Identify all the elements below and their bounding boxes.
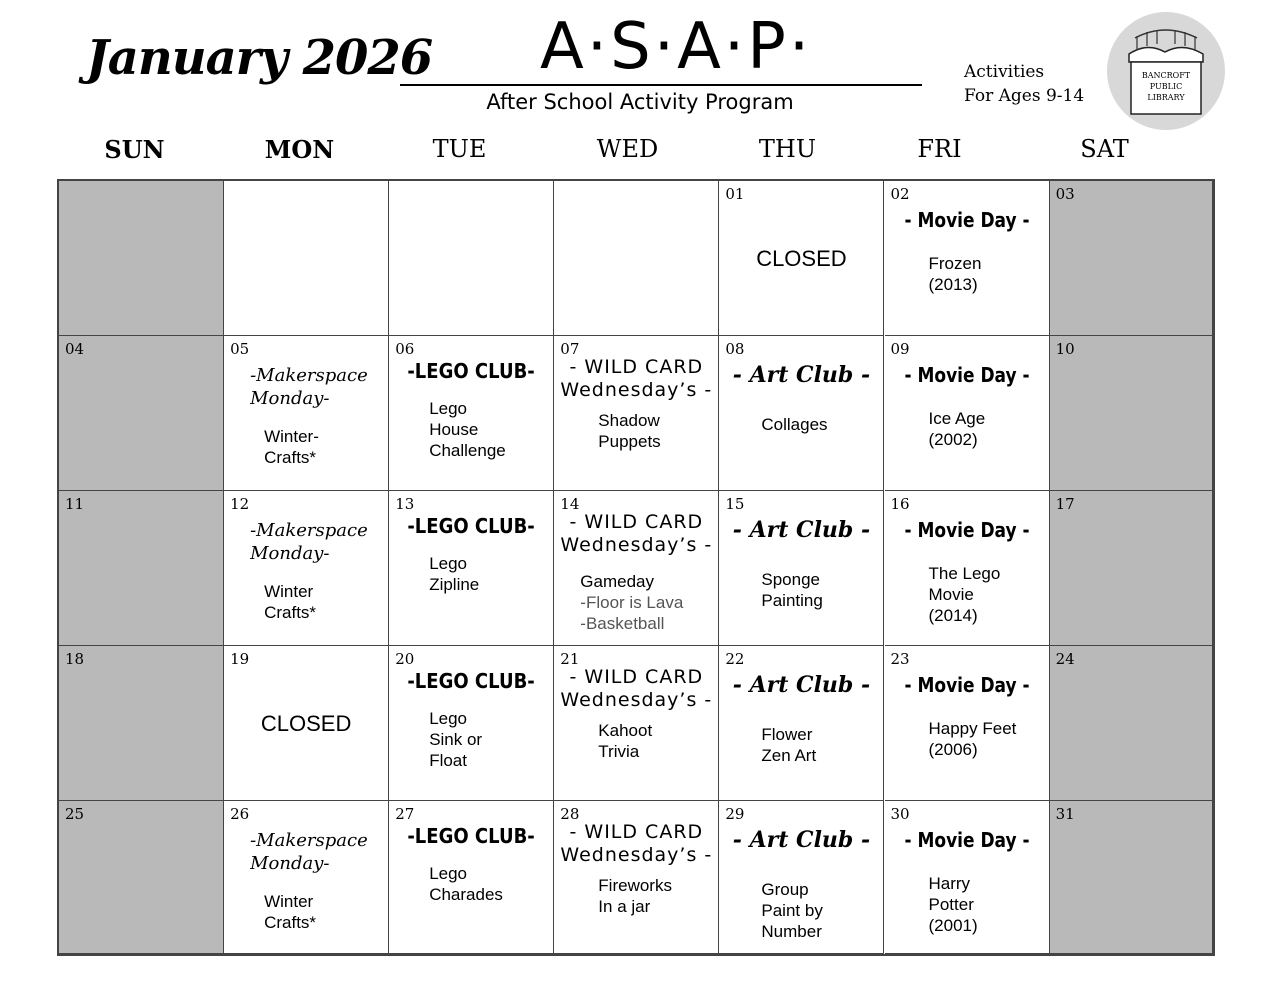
day-cell: [719, 181, 884, 336]
day-cell: [719, 801, 884, 954]
description-line: Flower: [761, 725, 813, 745]
event-title: -Makerspace Monday-: [250, 520, 368, 565]
day-number: 13: [395, 495, 415, 514]
day-cell: [1050, 491, 1213, 646]
day-cell: [885, 181, 1050, 336]
event-description: [580, 571, 683, 634]
event-description: [429, 553, 479, 595]
day-number: 15: [725, 495, 745, 514]
event-title: - Art Club -: [732, 362, 871, 389]
day-number: 01: [725, 185, 745, 203]
ages-label: For Ages 9-14: [964, 86, 1085, 106]
day-cell: [554, 336, 719, 491]
event-title: - Art Club -: [732, 672, 871, 699]
description-line: In a jar: [598, 897, 651, 917]
day-cell: [554, 801, 719, 954]
description-line: (2002): [928, 430, 978, 450]
event-title: - WILD CARD Wednesday’s -: [560, 356, 713, 402]
description-line: Shadow: [598, 411, 660, 431]
event-description: [929, 873, 978, 936]
day-number: 29: [725, 805, 745, 824]
day-number: 24: [1055, 650, 1075, 669]
day-number: 27: [395, 805, 415, 824]
event-description: [929, 563, 1001, 626]
description-line: Puppets: [598, 432, 661, 452]
month-title: January 2026: [86, 30, 433, 86]
event-title: -LEGO CLUB-: [407, 514, 535, 539]
day-cell: [59, 181, 224, 336]
description-line: Lego: [429, 399, 468, 419]
day-number: 06: [395, 340, 415, 359]
description-line: House: [429, 420, 479, 440]
day-cell: [885, 491, 1050, 646]
day-wed: WED: [596, 135, 659, 163]
description-line: Winter: [264, 582, 314, 602]
day-cell: [885, 646, 1050, 801]
description-line: Sponge: [761, 570, 821, 590]
day-cell: [59, 646, 224, 801]
description-line: Collages: [761, 415, 828, 435]
day-number: 30: [890, 805, 910, 824]
description-line: Zen Art: [761, 746, 817, 766]
event-title: - Movie Day -: [904, 208, 1030, 232]
description-line: Crafts*: [264, 448, 317, 468]
day-number: 09: [890, 340, 910, 359]
description-line: Winter: [264, 892, 314, 912]
event-title: - WILD CARD Wednesday’s -: [560, 821, 713, 867]
event-description: [761, 569, 822, 611]
day-number: 03: [1055, 185, 1075, 203]
event-description: [429, 863, 503, 905]
event-description: [929, 718, 1017, 760]
day-number: 25: [65, 805, 85, 824]
day-cell: [1050, 801, 1213, 954]
day-number: 21: [560, 650, 580, 669]
day-cell: [389, 646, 554, 801]
calendar-grid: [57, 179, 1215, 956]
day-number: 26: [230, 805, 250, 824]
logo-line-2: PUBLIC: [1149, 82, 1183, 91]
program-title: A·S·A·P·: [540, 10, 813, 84]
day-cell: [554, 491, 719, 646]
description-line: (2013): [928, 275, 978, 294]
day-cell: [389, 801, 554, 954]
event-description: [929, 408, 986, 450]
day-number: 02: [890, 185, 910, 203]
day-fri: FRI: [917, 135, 962, 163]
description-line: Lego: [429, 709, 468, 729]
sub-activity-line: -Floor is Lava: [580, 593, 684, 613]
day-cell: [389, 491, 554, 646]
event-description: [598, 410, 660, 452]
day-number: 16: [890, 495, 910, 514]
day-cell: [1050, 646, 1213, 801]
event-title: - WILD CARD Wednesday’s -: [560, 511, 713, 557]
description-line: Challenge: [429, 441, 506, 461]
day-number: 18: [65, 650, 85, 669]
weekday-header: [57, 135, 1215, 169]
event-description: [264, 426, 319, 468]
closed-label: CLOSED: [756, 246, 847, 271]
description-line: (2001): [928, 916, 978, 936]
day-number: 04: [65, 340, 85, 359]
day-number: 23: [890, 650, 910, 669]
description-line: Paint by: [761, 901, 823, 921]
day-number: 31: [1055, 805, 1075, 824]
day-number: 05: [230, 340, 250, 359]
book-icon: [1107, 12, 1225, 130]
day-cell: [224, 491, 389, 646]
description-line: Number: [761, 922, 822, 942]
description-line: (2006): [928, 740, 978, 760]
day-number: 10: [1055, 340, 1075, 359]
day-cell: [1050, 181, 1213, 336]
title-underline: [400, 84, 922, 86]
description-line: Charades: [429, 885, 503, 905]
description-line: Happy Feet: [928, 719, 1017, 739]
event-title: - Movie Day -: [904, 363, 1030, 388]
event-description: [761, 414, 827, 435]
day-cell: [224, 646, 389, 801]
day-cell: [885, 336, 1050, 491]
description-line: Potter: [928, 895, 974, 915]
library-logo: [1107, 12, 1225, 130]
event-description: [429, 708, 482, 771]
description-line: Crafts*: [264, 913, 317, 933]
description-line: (2014): [928, 606, 978, 626]
day-cell: [719, 491, 884, 646]
day-sat: SAT: [1080, 135, 1129, 163]
event-title: -Makerspace Monday-: [250, 830, 368, 875]
age-info: [964, 60, 1084, 108]
event-title: -LEGO CLUB-: [407, 669, 535, 694]
logo-line-1: BANCROFT: [1141, 71, 1191, 80]
day-sun: SUN: [104, 135, 165, 164]
day-number: 07: [560, 340, 580, 359]
event-description: [429, 398, 506, 461]
description-line: Lego: [429, 864, 468, 884]
description-line: Float: [429, 751, 467, 771]
closed-label: CLOSED: [260, 711, 352, 737]
description-line: Crafts*: [264, 603, 317, 623]
day-number: 22: [725, 650, 745, 669]
event-title: - Art Club -: [732, 517, 871, 544]
description-line: Trivia: [598, 742, 640, 762]
event-title: - Movie Day -: [904, 828, 1030, 853]
event-description: [761, 724, 816, 766]
description-line: Ice Age: [928, 409, 986, 429]
event-title: - Art Club -: [732, 827, 871, 854]
description-line: Sink or: [429, 730, 483, 750]
day-number: 14: [560, 495, 580, 514]
day-tue: TUE: [432, 135, 487, 163]
event-title: - Movie Day -: [904, 518, 1030, 543]
day-cell: [224, 336, 389, 491]
day-number: 11: [65, 495, 85, 514]
day-cell: [719, 646, 884, 801]
description-line: Frozen: [928, 254, 982, 273]
day-mon: MON: [264, 135, 335, 164]
day-cell: [389, 181, 554, 336]
program-subtitle: After School Activity Program: [486, 90, 794, 114]
description-line: Painting: [761, 591, 823, 611]
day-number: 19: [230, 650, 250, 669]
day-number: 20: [395, 650, 415, 669]
day-number: 17: [1055, 495, 1075, 514]
day-cell: [224, 801, 389, 954]
description-line: Harry: [928, 874, 971, 894]
event-description: [598, 875, 672, 917]
activities-label: Activities: [964, 62, 1045, 82]
day-number: 28: [560, 805, 580, 824]
day-cell: [59, 336, 224, 491]
day-cell: [224, 181, 389, 336]
day-thu: THU: [758, 135, 817, 163]
event-title: -LEGO CLUB-: [407, 824, 535, 849]
event-description: [761, 879, 822, 942]
day-cell: [719, 336, 884, 491]
description-line: Group: [761, 880, 809, 900]
description-line: Lego: [429, 554, 468, 574]
sub-activity-line: -Basketball: [580, 614, 665, 634]
description-line: Zipline: [429, 575, 480, 595]
event-description: [264, 891, 316, 933]
logo-line-3: LIBRARY: [1147, 93, 1185, 102]
description-line: The Lego: [928, 564, 1001, 584]
event-description: [264, 581, 316, 623]
day-cell: [59, 491, 224, 646]
description-line: Gameday: [580, 572, 654, 592]
event-description: [929, 253, 982, 295]
day-cell: [1050, 336, 1213, 491]
event-title: -Makerspace Monday-: [250, 365, 368, 410]
day-cell: [554, 646, 719, 801]
day-cell: [885, 801, 1050, 954]
description-line: Movie: [928, 585, 974, 605]
description-line: Kahoot: [598, 721, 653, 741]
description-line: Winter-: [264, 427, 319, 447]
event-title: -LEGO CLUB-: [407, 359, 535, 384]
description-line: Fireworks: [598, 876, 672, 896]
day-cell: [554, 181, 719, 336]
day-number: 08: [725, 340, 745, 359]
event-title: - Movie Day -: [904, 673, 1030, 698]
day-cell: [59, 801, 224, 954]
event-title: - WILD CARD Wednesday’s -: [560, 666, 713, 712]
event-description: [598, 720, 652, 762]
day-number: 12: [230, 495, 250, 514]
day-cell: [389, 336, 554, 491]
